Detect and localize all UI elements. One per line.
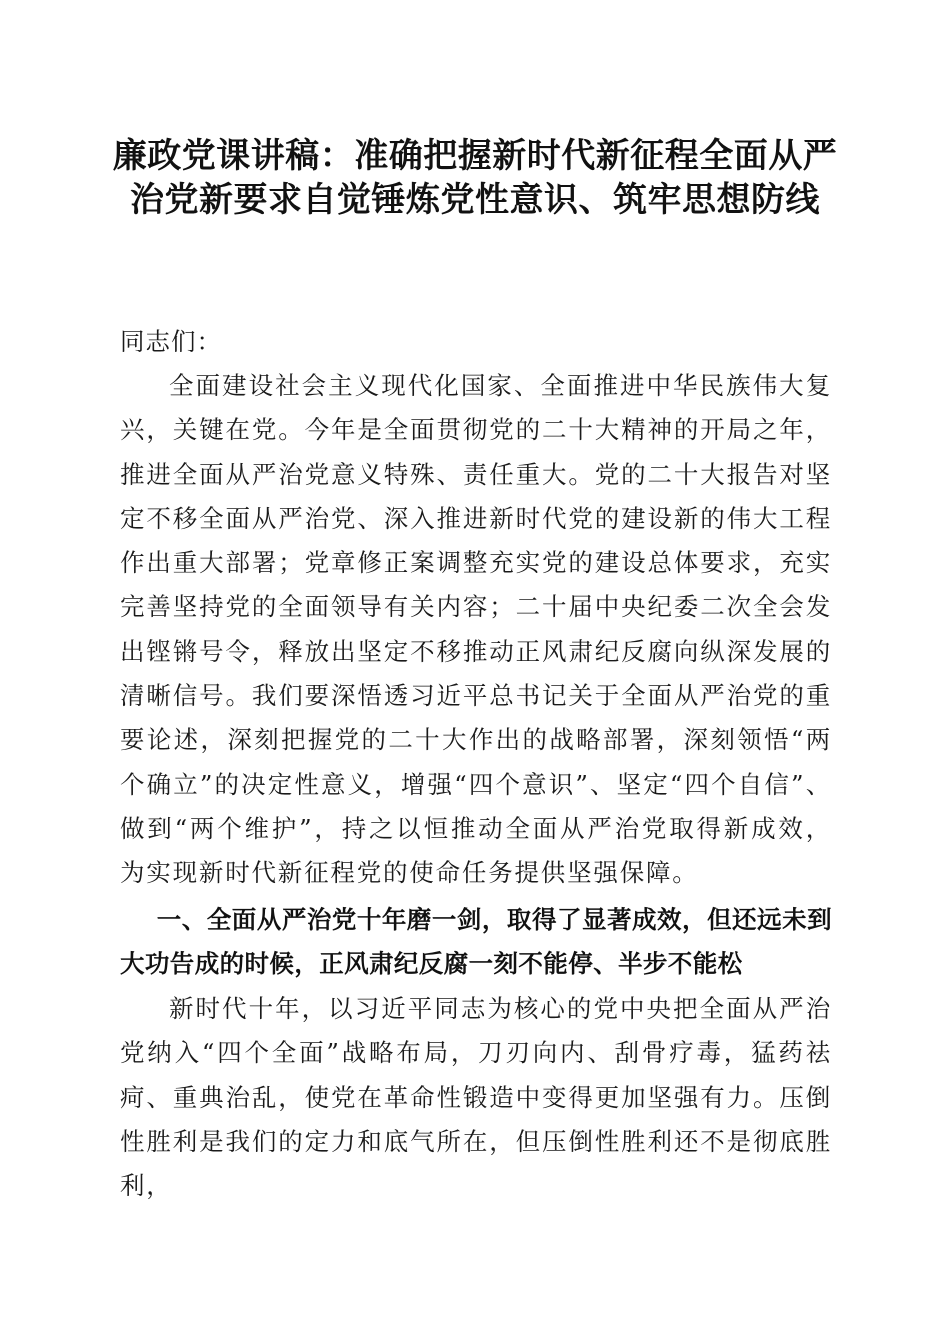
intro-paragraph: 全面建设社会主义现代化国家、全面推进中华民族伟大复兴，关键在党。今年是全面贯彻党的二十大精神的开局之年，推进全面从严治党意义特殊、责任重大。党的二十大报告对坚定不移全面从严治党、深入推进新时代党的建设新的伟大工程作出重大部署；党章修正案调整充实党的建设总体要求，充实完善坚持党的全面领导有关内容；二十届中央纪委二次全会发出铿锵号令，释放出坚定不移推动正风肃纪反腐向纵深发展的清晰信号。我们要深悟透习近平总书记关于全面从严治党的重要论述，深刻把握党的二十大作出的战略部署，深刻领悟“两个确立”的决定性意义，增强“四个意识”、坚定“四个自信”、做到“两个维护”，持之以恒推动全面从严治党取得新成效，为实现新时代新征程党的使命任务提供坚强保障。 <box>120 371 832 888</box>
greeting: 同志们： <box>120 327 222 356</box>
section-heading-1: 一、全面从严治党十年磨一剑，取得了显著成效，但还远未到大功告成的时候，正风肃纪反腐一刻不能停、半步不能松 <box>120 905 832 979</box>
section-1-paragraph: 新时代十年，以习近平同志为核心的党中央把全面从严治党纳入“四个全面”战略布局，刀刃向内、刮骨疗毒，猛药祛疴、重典治乱，使党在革命性锻造中变得更加坚强有力。压倒性胜利是我们的定力和底气所在，但压倒性胜利还不是彻底胜利， <box>120 994 832 1201</box>
document-title: 廉政党课讲稿：准确把握新时代新征程全面从严治党新要求自觉锤炼党性意识、筑牢思想防线 <box>112 136 838 220</box>
